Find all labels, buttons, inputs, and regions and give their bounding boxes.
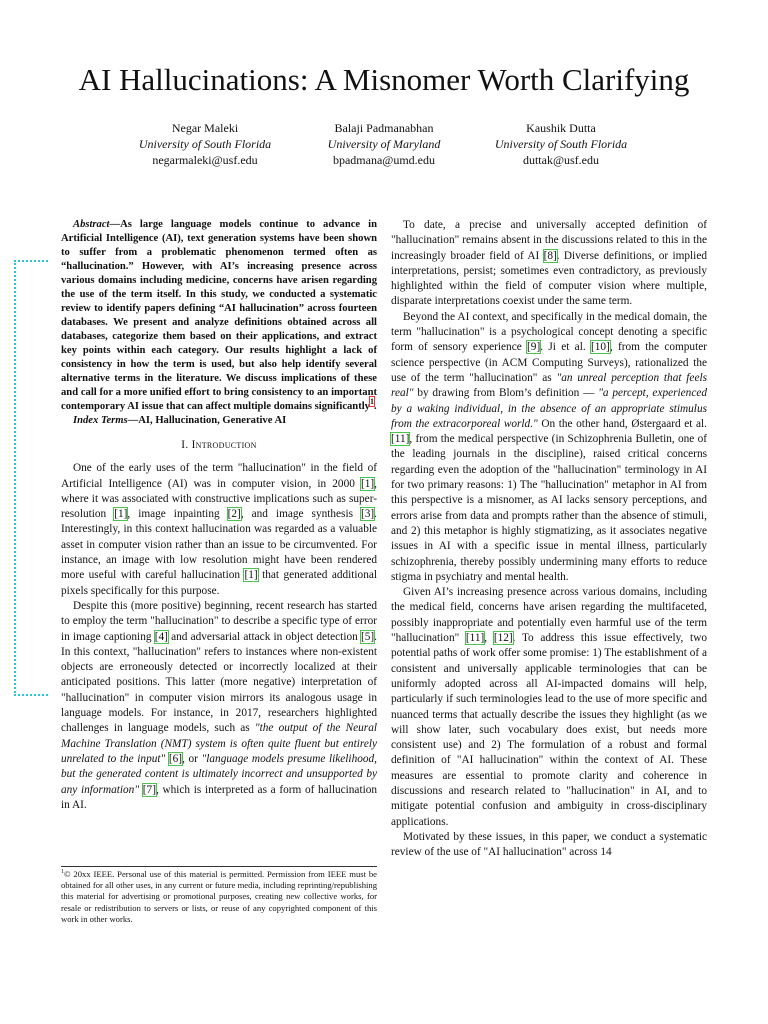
body-text: , — [484, 632, 494, 645]
body-text: , which is interpreted as a form of hallucination in AI. — [61, 783, 378, 811]
citation-link[interactable]: [9] — [527, 341, 541, 354]
section-number: I. — [181, 439, 189, 451]
abstract — [61, 218, 377, 414]
paragraph — [391, 218, 707, 310]
author-block — [105, 120, 305, 168]
copyright-footnote — [61, 866, 377, 925]
quoted-text: "a percept, experienced by a waking individual, in the absence of an appropriate stimulus from the extracorporeal world." — [391, 387, 707, 430]
author-name: Negar Maleki — [171, 121, 239, 135]
footnote-link[interactable]: 1 — [369, 397, 374, 407]
author-email[interactable]: negarmaleki@usf.edu — [152, 153, 258, 167]
author-affiliation: University of South Florida — [494, 137, 628, 151]
author-name: Balaji Padmanabhan — [334, 121, 434, 135]
citation-link[interactable]: [1] — [360, 477, 375, 490]
body-text: On the other hand, Østergaard et al. — [537, 417, 707, 430]
author-block — [284, 120, 484, 168]
paragraph — [391, 310, 707, 585]
body-text: , where it was associated with constructive implications such as super-resolution — [61, 477, 377, 521]
citation-link[interactable]: [3] — [360, 508, 375, 521]
body-text: Beyond the AI context, and specifically in the medical domain, the term "hallucination" is a psychological concept denoting a specific form of sensory experience — [391, 310, 707, 354]
body-text: , or — [182, 752, 202, 765]
citation-link[interactable]: [7] — [142, 783, 156, 796]
body-text: . In this context, "hallucination" refers to instances where non-existent objects are erroneously detected or incorrectly localized at their anticipated positions. This latter (more negative) interpretation of "hallucination" in computer vision mirrors its analogous usage in language models. For instance, in 2017, researchers highlighted challenges in language models, such as — [61, 630, 377, 735]
citation-link[interactable]: [8] — [543, 249, 557, 262]
body-text: To date, a precise and universally accepted definition of "hallucination" remains absent in the discussions related to this in the increasingly broader field of AI — [391, 219, 707, 262]
left-column — [61, 218, 377, 813]
right-column — [391, 218, 707, 860]
abstract-label: Abstract — [73, 219, 110, 230]
body-text: , image inpainting — [127, 508, 228, 521]
citation-link[interactable]: [1] — [114, 508, 128, 521]
body-text: by drawing from Blom’s definition — — [413, 387, 599, 400]
citation-link[interactable]: [5] — [360, 630, 375, 643]
body-text: . To address this issue effectively, two potential paths of work offer some promise: 1) The establishment of a consistent and universally applicable terminologies that can be uniformly adopted across all AI-impacted domains will help, particularly if such terminologies lead to the use of more specific and nuanced terms that actually describe the issues they highlight (as we will show later, such vocabulary does exist, but needs more consistent use) and 2) The formulation of a robust and formal definition of "AI hallucination" within the context of AI. These measures are essential to promote clarity and coherence in discussions and research related to "hallucination" in AI, and to mitigate potential confusion and ambiguity in cross-disciplinary applications. — [391, 632, 708, 828]
body-text: . Diverse definitions, or implied interpretations, persist; sometimes even contradictory, as previously highlighted within the field of computer vision where multiple, disparate interpretations coexist under the same term. — [391, 249, 707, 308]
citation-link[interactable]: [11] — [391, 433, 410, 446]
index-terms-text: —AI, Hallucination, Generative AI — [127, 415, 287, 426]
paragraph — [391, 585, 707, 830]
quoted-text: "an unreal perception that feels real" — [391, 371, 707, 400]
citation-link[interactable]: [2] — [227, 508, 241, 521]
footnote-text: © 20xx IEEE. Personal use of this material is permitted. Permission from IEEE must be obtained for all other uses, in any current or future media, including reprinting/republishing this material for advertising or promotional purposes, creating new collective works, for resale or redistribution to servers or lists, or reuse of any copyrighted component of this work in other works. — [61, 869, 377, 924]
body-text: . Ji et al. — [540, 341, 591, 354]
quoted-text: "the output of the Neural Machine Translation (NMT) system is often quite fluent but entirely unrelated to the input" — [61, 722, 377, 765]
body-text: that generated additional pixels specifically for this purpose. — [61, 569, 377, 597]
selection-marker — [14, 260, 48, 696]
paragraph — [61, 461, 377, 599]
citation-link[interactable]: [10] — [590, 341, 610, 354]
body-text: Despite this (more positive) beginning, recent research has started to employ the term "hallucination" to describe a specific type of error in image captioning — [61, 599, 377, 643]
abstract-end: . — [373, 401, 377, 412]
paper-title: AI Hallucinations: A Misnomer Worth Clarifying — [78, 62, 690, 97]
paragraph — [61, 599, 377, 813]
body-text: Motivated by these issues, in this paper, we conduct a systematic review of the use of "AI hallucination" across 14 — [391, 830, 707, 859]
index-terms-label: Index Terms — [73, 415, 128, 426]
author-affiliation: University of South Florida — [138, 137, 272, 151]
section-title: Introduction — [191, 439, 257, 451]
abstract-text: —As large language models continue to advance in Artificial Intelligence (AI), text generation systems have been shown to suffer from a problematic phenomenon termed often as “hallucination.” However, with AI’s increasing presence across various domains including medicine, concerns have arisen regarding the use of the term itself. In this study, we conducted a systematic review to identify papers defining “AI hallucination” across fourteen databases. We present and analyze definitions obtained across all databases, categorize them based on their applications, and extract key points within each category. Our results highlight a lack of consistency in how the term is used, but also help identify several alternative terms in the literature. We discuss implications of these and call for a more unified effort to bring consistency to an important contemporary AI issue that can affect multiple domains significantly — [61, 219, 377, 412]
quoted-text: "language models presume likelihood, but the generated content is ultimately incorrect and unsupported by any information" — [61, 752, 377, 796]
body-text: One of the early uses of the term "hallucination" in the field of Artificial Intelligence (AI) was in computer vision, in 2000 — [61, 462, 377, 490]
author-affiliation: University of Maryland — [327, 137, 441, 151]
body-text: , and image synthesis — [240, 508, 361, 521]
body-text: Given AI’s increasing presence across various domains, including the medical field, concerns have arisen regarding the multifaceted, possibly inappropriate and potentially even harmful use of the term "hallucination" — [391, 586, 707, 645]
citation-link[interactable]: [6] — [168, 752, 183, 765]
author-block — [461, 120, 661, 168]
citation-link[interactable]: [4] — [154, 630, 168, 643]
paragraph — [391, 830, 707, 861]
citation-link[interactable]: [12] — [493, 632, 513, 645]
body-text: . Interestingly, in this context hallucination was regarded as a valuable asset in computer vision rather than an issue to be circumvented. For instance, an image with low resolution might have been rendered more useful with careful hallucination — [61, 508, 377, 582]
footnote-mark: 1 — [61, 869, 64, 876]
author-name: Kaushik Dutta — [526, 121, 596, 135]
body-text: , from the medical perspective (in Schizophrenia Bulletin, one of the leading journals in the discipline), raised critical concerns regarding even the adoption of the "hallucination" terminology in AI for two primary reasons: 1) The "hallucination" metaphor in AI from this perspective is a misnomer, as AI lacks sensory perceptions, and errors arise from data and prompts rather than the absence of stimuli, and 2) this metaphor is highly stigmatizing, as it associates negative issues in AI with a specific issue in mental illness, particularly schizophrenia, thereby possibly undermining many efforts to reduce stigma in psychiatry and mental health. — [391, 433, 707, 583]
author-email[interactable]: duttak@usf.edu — [522, 153, 600, 167]
author-email[interactable]: bpadmana@umd.edu — [332, 153, 436, 167]
index-terms — [61, 414, 377, 428]
citation-link[interactable]: [11] — [465, 632, 485, 645]
section-heading — [61, 438, 377, 453]
citation-link[interactable]: [1] — [244, 569, 258, 582]
body-text: and adversarial attack in object detection — [167, 630, 361, 643]
body-text: , from the computer science perspective (in ACM Computing Surveys), rationalized the use of the term "hallucination" as — [391, 341, 707, 384]
